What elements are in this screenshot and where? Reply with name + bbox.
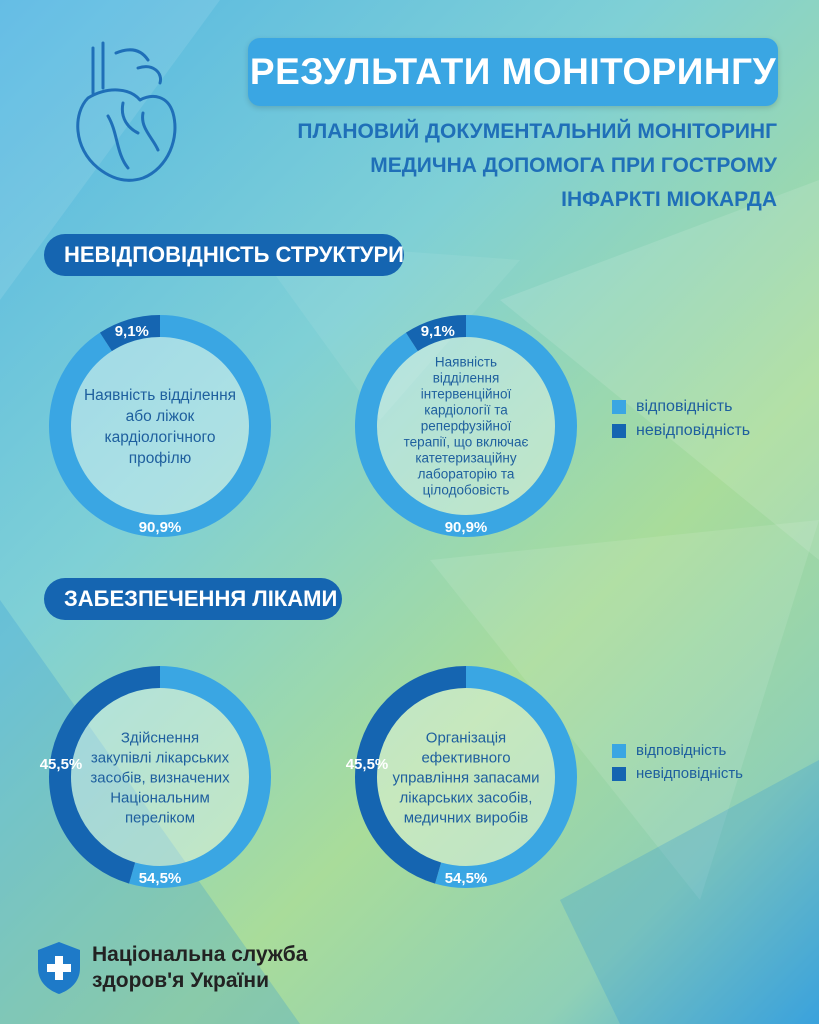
legend-item-compliant <box>612 742 743 759</box>
value-label-compliant: 90,9% <box>444 519 488 536</box>
center-label-line: кардіологічного <box>104 428 216 446</box>
legend-swatch-compliant <box>612 744 626 758</box>
page-title: РЕЗУЛЬТАТИ МОНІТОРИНГУ <box>248 38 778 106</box>
subtitle-line-3: ІНФАРКТІ МІОКАРДА <box>561 188 777 211</box>
center-label-line: переліком <box>124 809 196 827</box>
center-label-line: катетеризаційну <box>415 450 517 466</box>
value-label-compliant: 90,9% <box>138 519 182 536</box>
center-label-line: терапії, що включає <box>403 434 529 450</box>
donut-chart-4 <box>346 677 566 887</box>
center-label-line: профілю <box>128 449 192 467</box>
shield-cross-icon <box>36 940 82 996</box>
legend-label: відповідність <box>636 742 727 759</box>
section-title-structure: НЕВІДПОВІДНІСТЬ СТРУКТУРИ <box>44 234 404 276</box>
center-label-line: ефективного <box>421 749 511 767</box>
center-label-line: Національним <box>110 789 210 807</box>
value-label-noncompliant: 45,5% <box>39 755 83 773</box>
center-label-line: реперфузійної <box>420 418 512 434</box>
value-label-noncompliant: 9,1% <box>114 323 149 341</box>
donut-chart-2 <box>366 323 566 536</box>
value-label-noncompliant: 45,5% <box>345 755 389 773</box>
center-label-line: цілодобовість <box>422 482 510 498</box>
org-name <box>92 942 307 995</box>
center-label-line: кардіології та <box>424 402 508 418</box>
value-label-noncompliant: 9,1% <box>420 323 455 341</box>
legend-item-noncompliant <box>612 765 743 782</box>
center-label-line: Наявність <box>434 354 498 370</box>
legend-swatch-noncompliant <box>612 424 626 438</box>
org-name-line-1: Національна служба <box>92 943 308 966</box>
center-label-line: управління запасами <box>392 769 540 787</box>
center-label-line: або ліжок <box>125 407 195 425</box>
subtitle-line-1: ПЛАНОВИЙ ДОКУМЕНТАЛЬНИЙ МОНІТОРИНГ <box>297 120 777 143</box>
org-name-line-2: здоров'я України <box>92 969 270 993</box>
center-label-line: інтервенційної <box>420 386 512 402</box>
legend-label: невідповідність <box>636 422 751 439</box>
section-title-medicines: ЗАБЕЗПЕЧЕННЯ ЛІКАМИ <box>44 578 342 620</box>
legend-top <box>612 398 750 446</box>
center-label-line: відділення <box>432 370 500 386</box>
legend-swatch-compliant <box>612 400 626 414</box>
center-label-line: лікарських засобів, <box>399 789 533 807</box>
center-label-line: закупівлі лікарських <box>90 749 230 767</box>
legend-swatch-noncompliant <box>612 767 626 781</box>
legend-item-noncompliant <box>612 422 750 440</box>
center-label-line: Наявність відділення <box>83 386 237 404</box>
value-label-compliant: 54,5% <box>138 870 182 887</box>
legend-item-compliant <box>612 398 750 416</box>
center-label-line: лабораторію та <box>417 466 515 482</box>
legend-bottom <box>612 742 743 788</box>
value-label-compliant: 54,5% <box>444 870 488 887</box>
legend-label: невідповідність <box>636 765 743 782</box>
center-label-line: Організація <box>425 729 507 747</box>
donut-chart-3 <box>40 677 260 887</box>
center-label-line: медичних виробів <box>403 809 529 827</box>
subtitle-line-2: МЕДИЧНА ДОПОМОГА ПРИ ГОСТРОМУ <box>370 154 777 177</box>
donut-chart-1 <box>60 323 260 536</box>
center-label-line: засобів, визначених <box>90 769 230 787</box>
legend-label: відповідність <box>636 398 733 415</box>
center-label-line: Здійснення <box>120 729 200 747</box>
